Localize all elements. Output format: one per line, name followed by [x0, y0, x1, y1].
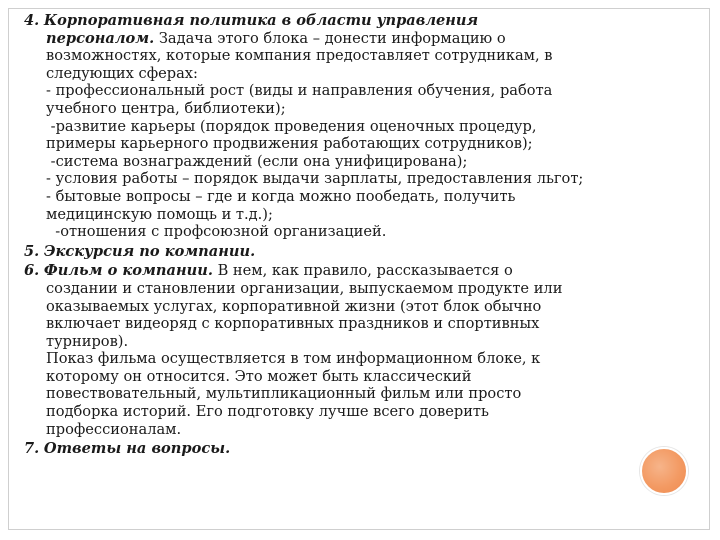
section-6-body — [24, 280, 674, 438]
section-4-line-8: - условия работы – порядок выдачи зарплаты, предоставления льгот; — [46, 170, 584, 188]
section-4-line-4: учебного центра, библиотеки); — [46, 99, 286, 117]
section-4-number: 4. — [24, 12, 40, 29]
section-6-line-0: В нем, как правило, рассказывается о — [217, 262, 513, 280]
section-4-title-part2: персоналом. — [46, 29, 155, 47]
section-6-line-2: оказываемых услугах, корпоративной жизни (этот блок обычно — [46, 297, 542, 315]
section-4-line-7: -система вознаграждений (если она унифицирована); — [46, 152, 468, 170]
section-4-line-1: возможностях, которые компания предоставляет сотрудникам, в — [46, 47, 553, 65]
section-4-line-10: медицинскую помощь и т.д.); — [46, 205, 273, 223]
section-6-number: 6. — [24, 262, 40, 280]
decorative-circle-icon — [640, 447, 688, 495]
section-6-line-5: Показ фильма осуществляется в том информационном блоке, к — [46, 350, 541, 368]
section-6-line-1: создании и становлении организации, выпускаемом продукте или — [46, 279, 563, 297]
section-4-body — [24, 30, 674, 241]
section-7-number: 7. — [24, 440, 40, 458]
section-6-line-3: включает видеоряд с корпоративных праздников и спортивных — [46, 315, 540, 333]
section-5-title: Экскурсия по компании. — [43, 242, 256, 260]
section-6 — [24, 262, 674, 438]
section-4-line-2: следующих сферах: — [46, 64, 198, 82]
section-4-line-0: Задача этого блока – донести информацию о — [158, 29, 506, 47]
section-7-title: Ответы на вопросы. — [43, 440, 231, 458]
section-6-title: Фильм о компании. — [43, 262, 213, 280]
section-6-line-6: которому он относится. Это может быть классический — [46, 367, 472, 385]
section-6-line-9: профессионалам. — [46, 420, 182, 438]
section-4-line-3: - профессиональный рост (виды и направления обучения, работа — [46, 82, 553, 100]
section-6-line-8: подборка историй. Его подготовку лучше всего доверить — [46, 403, 489, 421]
section-4-line-9: - бытовые вопросы – где и когда можно пообедать, получить — [46, 187, 516, 205]
section-7 — [24, 440, 674, 458]
section-5-number: 5. — [24, 242, 40, 260]
section-4-line-6: примеры карьерного продвижения работающих сотрудников); — [46, 135, 533, 153]
section-4-line-5: -развитие карьеры (порядок проведения оценочных процедур, — [46, 117, 537, 135]
slide-content — [24, 12, 674, 458]
section-4 — [24, 12, 674, 241]
section-4-title-part1: Корпоративная политика в области управления — [43, 12, 479, 29]
section-6-line-4: турниров). — [46, 332, 129, 350]
section-6-line-7: повествовательный, мультипликационный фильм или просто — [46, 385, 522, 403]
section-4-line-11: -отношения с профсоюзной организацией. — [46, 223, 387, 241]
section-5 — [24, 243, 674, 261]
